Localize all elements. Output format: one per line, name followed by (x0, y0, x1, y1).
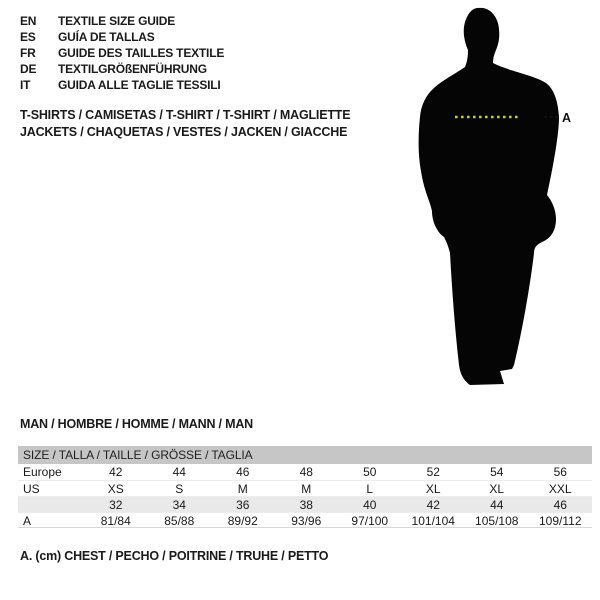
table-cell: 46 (236, 465, 250, 479)
table-cell: 81/84 (100, 514, 131, 528)
table-cell: 93/96 (291, 514, 322, 528)
table-cell: 46 (553, 498, 567, 512)
lang-label: TEXTILE SIZE GUIDE (58, 14, 176, 28)
table-cell: 44 (172, 465, 186, 479)
lang-code: EN (20, 14, 37, 28)
man-silhouette-shape (419, 8, 559, 385)
lang-label: GUIDA ALLE TAGLIE TESSILI (58, 78, 221, 92)
table-row-europe (18, 464, 592, 480)
language-guide (20, 13, 224, 93)
table-cell: M (237, 482, 248, 496)
table-cell: 109/112 (539, 514, 582, 528)
table-cell: XL (489, 482, 505, 496)
lang-row-fr (20, 45, 224, 61)
table-cell: 36 (236, 498, 250, 512)
size-table-header: SIZE / TALLA / TAILLE / GRÖSSE / TAGLIA (18, 446, 592, 464)
category-line-tshirts: T-SHIRTS / CAMISETAS / T-SHIRT / T-SHIRT / MAGLIETTE (20, 108, 351, 122)
chest-measure-label: A (562, 111, 572, 125)
table-cell: 85/88 (164, 514, 195, 528)
lang-code: ES (20, 30, 36, 44)
row-label (18, 497, 84, 513)
size-table (18, 446, 592, 528)
table-cell: 56 (553, 465, 567, 479)
table-cell: 40 (363, 498, 377, 512)
table-cell: XS (107, 482, 124, 496)
category-line-jackets: JACKETS / CHAQUETAS / VESTES / JACKEN / GIACCHE (20, 125, 348, 139)
section-title-man: MAN / HOMBRE / HOMME / MANN / MAN (20, 417, 253, 431)
lang-code: IT (20, 78, 31, 92)
row-label: US (23, 482, 40, 496)
table-cell: XL (425, 482, 441, 496)
table-cell: 89/92 (227, 514, 258, 528)
lang-label: GUIDE DES TAILLES TEXTILE (58, 46, 225, 60)
row-label: A (23, 514, 32, 528)
table-cell: 34 (172, 498, 186, 512)
man-silhouette-figure (408, 5, 580, 390)
table-cell: 48 (299, 465, 313, 479)
lang-code: FR (20, 46, 36, 60)
table-cell: 42 (426, 498, 440, 512)
table-cell: 50 (363, 465, 377, 479)
table-row-numeric (18, 496, 592, 512)
category-block (20, 107, 350, 141)
table-row-chest-a (18, 512, 592, 528)
lang-label: TEXTILGRÖßENFÜHRUNG (58, 62, 207, 76)
table-cell: 32 (109, 498, 123, 512)
footnote-chest-measurement: A. (cm) CHEST / PECHO / POITRINE / TRUHE / PETTO (20, 549, 329, 563)
lang-label: GUÍA DE TALLAS (58, 30, 155, 44)
table-cell: 44 (490, 498, 504, 512)
table-cell: 105/108 (475, 514, 519, 528)
lang-row-es (20, 29, 224, 45)
table-cell: 52 (426, 465, 440, 479)
man-silhouette-svg (408, 5, 580, 390)
table-cell: 38 (299, 498, 313, 512)
row-label: Europe (23, 465, 62, 479)
lang-row-it (20, 77, 224, 93)
table-cell: M (301, 482, 312, 496)
lang-code: DE (20, 62, 37, 76)
table-cell: 54 (490, 465, 504, 479)
lang-row-en (20, 13, 224, 29)
table-cell: 42 (109, 465, 123, 479)
table-row-us (18, 480, 592, 496)
table-cell: L (366, 482, 374, 496)
table-cell: XXL (548, 482, 572, 496)
table-cell: S (175, 482, 184, 496)
table-cell: 97/100 (351, 514, 389, 528)
lang-row-de (20, 61, 224, 77)
table-cell: 101/104 (411, 514, 455, 528)
